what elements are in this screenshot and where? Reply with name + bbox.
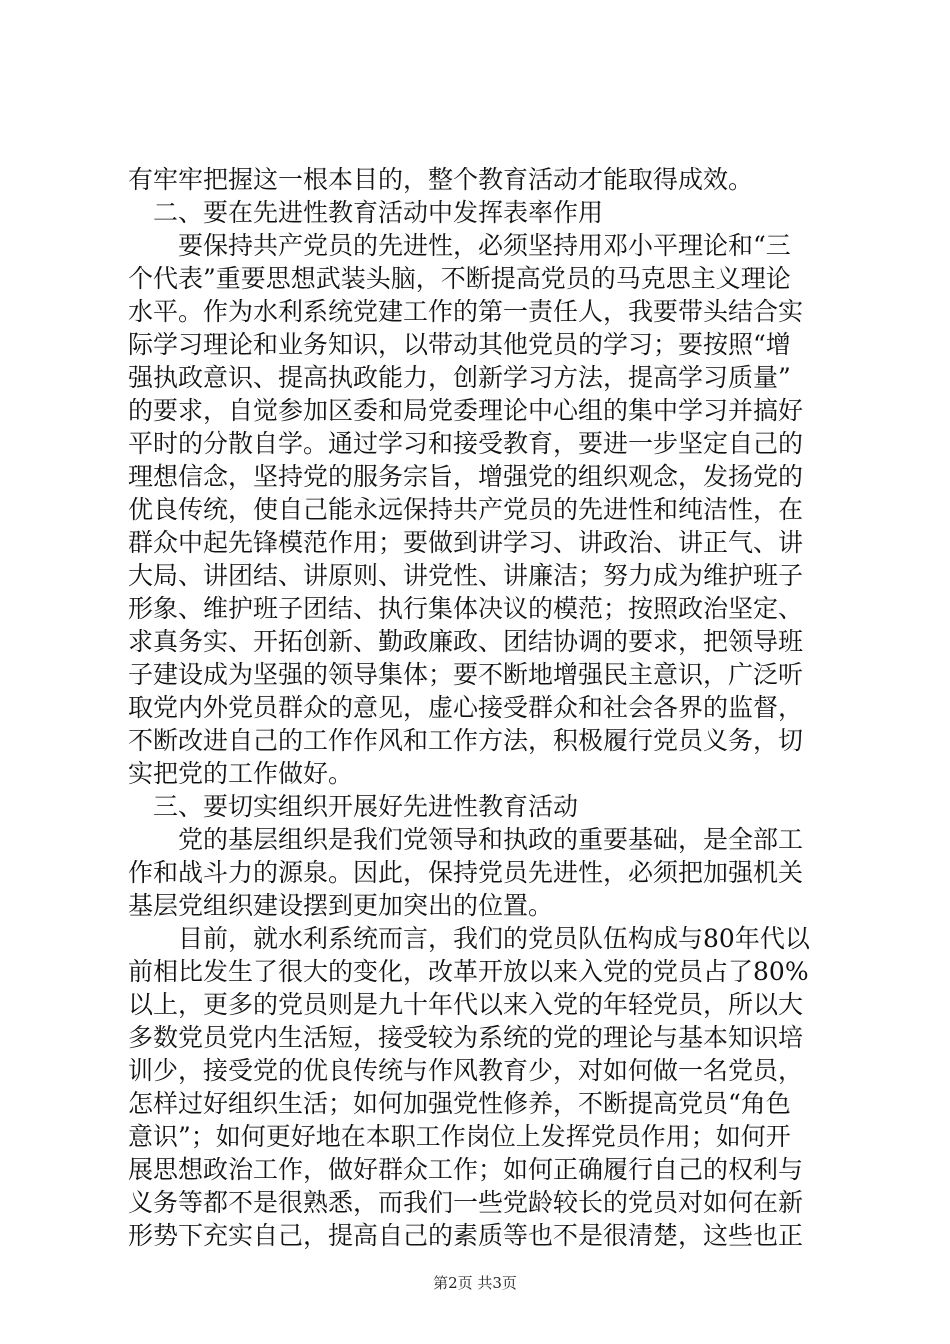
text-line: 际学习理论和业务知识，以带动其他党员的学习；要按照“增 [128,330,791,359]
text-line: 目前，就水利系统而言，我们的党员队伍构成与80年代以 [178,924,810,953]
text-line: 作和战斗力的源泉。因此，保持党员先进性，必须把加强机关 [128,858,804,887]
section-heading: 二、要在先进性教育活动中发挥表率作用 [153,198,604,227]
text-line: 形象、维护班子团结、执行集体决议的模范；按照政治坚定、 [128,594,804,623]
text-line: 的要求，自觉参加区委和局党委理论中心组的集中学习并搞好 [128,396,804,425]
text-line: 多数党员党内生活短，接受较为系统的党的理论与基本知识培 [128,1023,804,1052]
text-line: 大局、讲团结、讲原则、讲党性、讲廉洁；努力成为维护班子 [128,561,804,590]
text-line: 优良传统，使自己能永远保持共产党员的先进性和纯洁性，在 [128,495,804,524]
text-line: 个代表”重要思想武装头脑，不断提高党员的马克思主义理论 [128,264,791,293]
text-line: 子建设成为坚强的领导集体；要不断地增强民主意识，广泛听 [128,660,804,689]
text-line: 取党内外党员群众的意见，虚心接受群众和社会各界的监督， [128,693,804,722]
text-line: 要保持共产党员的先进性，必须坚持用邓小平理论和“三 [178,231,791,260]
text-line: 强执政意识、提高执政能力，创新学习方法，提高学习质量” [128,363,791,392]
text-line: 形势下充实自己，提高自己的素质等也不是很清楚，这些也正 [128,1221,804,1250]
text-line: 基层党组织建设摆到更加突出的位置。 [128,891,554,920]
text-line: 展思想政治工作，做好群众工作；如何正确履行自己的权利与 [128,1155,804,1184]
text-line: 训少，接受党的优良传统与作风教育少，对如何做一名党员， [128,1056,804,1085]
section-heading: 三、要切实组织开展好先进性教育活动 [153,792,579,821]
document-body [128,163,818,1252]
text-line: 义务等都不是很熟悉，而我们一些党龄较长的党员对如何在新 [128,1188,804,1217]
text-line: 实把党的工作做好。 [128,759,354,788]
text-line: 以上，更多的党员则是九十年代以来入党的年轻党员，所以大 [128,990,804,1019]
text-line: 水平。作为水利系统党建工作的第一责任人，我要带头结合实 [128,297,804,326]
text-line: 有牢牢把握这一根本目的，整个教育活动才能取得成效。 [128,165,754,194]
text-line: 群众中起先锋模范作用；要做到讲学习、讲政治、讲正气、讲 [128,528,804,557]
text-line: 意识”；如何更好地在本职工作岗位上发挥党员作用；如何开 [128,1122,791,1151]
text-line: 求真务实、开拓创新、勤政廉政、团结协调的要求，把领导班 [128,627,804,656]
page-number-footer: 第2页 共3页 [433,1274,517,1292]
text-line: 党的基层组织是我们党领导和执政的重要基础，是全部工 [178,825,804,854]
text-line: 前相比发生了很大的变化，改革开放以来入党的党员占了80% [128,957,809,986]
text-line: 平时的分散自学。通过学习和接受教育，要进一步坚定自己的 [128,429,804,458]
text-line: 怎样过好组织生活；如何加强党性修养，不断提高党员“角色 [128,1089,791,1118]
text-line: 不断改进自己的工作作风和工作方法，积极履行党员义务，切 [128,726,804,755]
text-line: 理想信念，坚持党的服务宗旨，增强党的组织观念，发扬党的 [128,462,804,491]
